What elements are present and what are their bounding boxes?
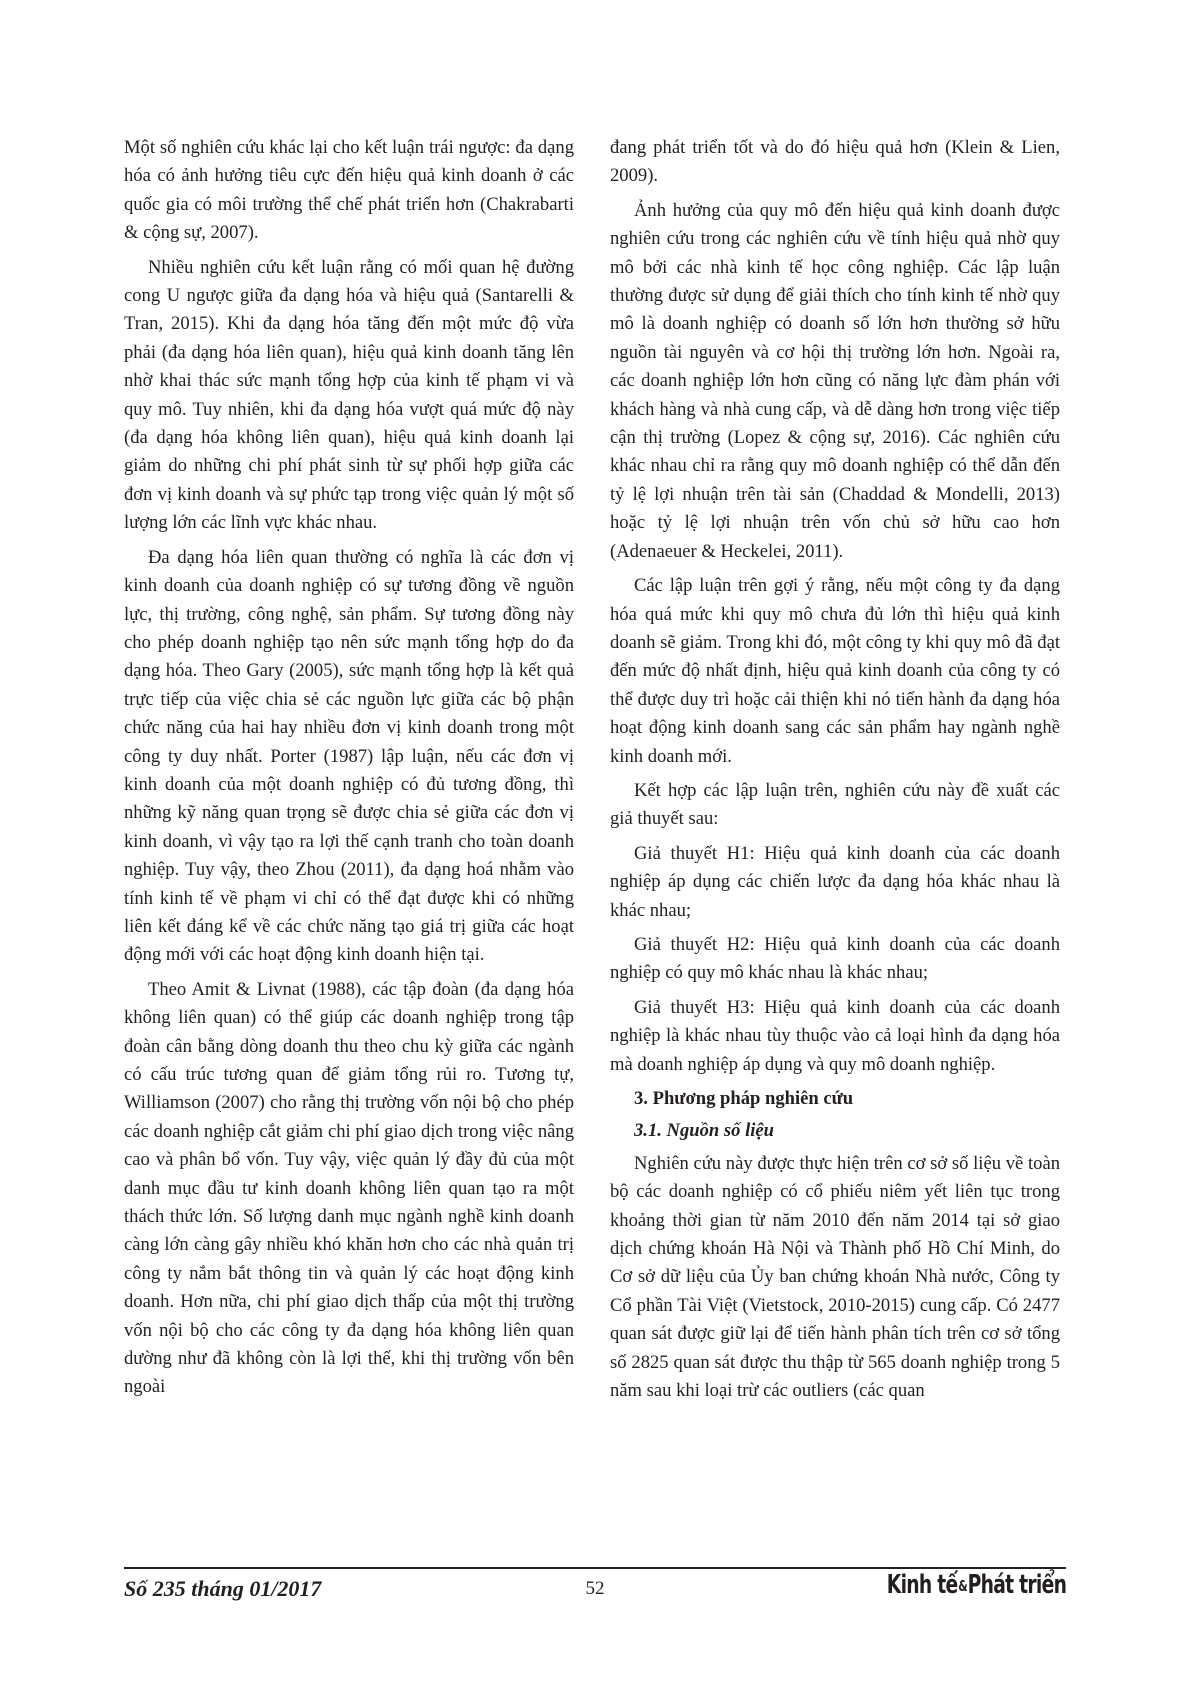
left-column <box>124 134 574 1408</box>
paragraph: Nghiên cứu này được thực hiện trên cơ sở số liệu về toàn bộ các doanh nghiệp có cổ phiếu niêm yết liên tục trong khoảng thời gian từ năm 2010 đến năm 2014 tại sở giao dịch chứng khoán Hà Nội và Thành phố Hồ Chí Minh, do Cơ sở dữ liệu của Ủy ban chứng khoán Nhà nước, Công ty Cổ phần Tài Việt (Vietstock, 2010-2015) cung cấp. Có 2477 quan sát được giữ lại để tiến hành phân tích trên cơ sở tổng số 2825 quan sát được thu thập từ 565 doanh nghiệp trong 5 năm sau khi loại trừ các outliers (các quan <box>610 1152 1060 1402</box>
hypothesis-paragraph: Giả thuyết H1: Hiệu quả kinh doanh của các doanh nghiệp áp dụng các chiến lược đa dạng hóa khác nhau là khác nhau; <box>610 842 1060 921</box>
paragraph: Theo Amit & Livnat (1988), các tập đoàn (đa dạng hóa không liên quan) có thể giúp các doanh nghiệp trong tập đoàn cân bằng dòng doanh thu theo chu kỳ giữa các ngành có cấu trúc tương quan để giảm tổng rủi ro. Tương tự, Williamson (2007) cho rằng thị trường vốn nội bộ cho phép các doanh nghiệp cắt giảm chi phí giao dịch trong việc nâng cao và phân bổ vốn. Tuy vậy, việc quản lý đầy đủ của một danh mục đầu tư kinh doanh không liên quan tạo ra một thách thức lớn. Số lượng danh mục ngành nghề kinh doanh càng lớn càng gây nhiều khó khăn hơn cho các nhà quản trị công ty nắm bắt thông tin và quản lý các hoạt động kinh doanh. Hơn nữa, chi phí giao dịch thấp của một thị trường vốn nội bộ cho các công ty đa dạng hóa không liên quan dường như đã không còn là lợi thế, khi thị trường vốn bên ngoài <box>124 978 574 1398</box>
paragraph: Đa dạng hóa liên quan thường có nghĩa là các đơn vị kinh doanh của doanh nghiệp có sự tương đồng về nguồn lực, thị trường, công nghệ, sản phẩm. Sự tương đồng này cho phép doanh nghiệp tạo nên sức mạnh tổng hợp do đa dạng hóa. Theo Gary (2005), sức mạnh tổng hợp là kết quả trực tiếp của việc chia sẻ các nguồn lực giữa các bộ phận chức năng của hai hay nhiều đơn vị kinh doanh trong một công ty duy nhất. Porter (1987) lập luận, nếu các đơn vị kinh doanh của một doanh nghiệp có đủ tương đồng, thì những kỹ năng quan trọng sẽ được chia sẻ giữa các đơn vị kinh doanh, vì vậy tạo ra lợi thế cạnh tranh cho toàn doanh nghiệp. Tuy vậy, theo Zhou (2011), đa dạng hoá nhằm vào tính kinh tế về phạm vi chỉ có thể đạt được khi có những liên kết đáng kể về các chức năng tạo giá trị giữa các hoạt động mới với các hoạt động kinh doanh hiện tại. <box>124 546 574 966</box>
paragraph: Một số nghiên cứu khác lại cho kết luận trái ngược: đa dạng hóa có ảnh hưởng tiêu cực đến hiệu quả kinh doanh ở các quốc gia có môi trường thể chế phát triển hơn (Chakrabarti & cộng sự, 2007). <box>124 137 574 244</box>
issue-label: Số 235 tháng 01/2017 <box>124 1576 322 1601</box>
journal-logo-part2: Phát triển <box>967 1570 1066 1600</box>
paragraph: Kết hợp các lập luận trên, nghiên cứu này đề xuất các giả thuyết sau: <box>610 779 1060 830</box>
hypothesis-paragraph: Giả thuyết H2: Hiệu quả kinh doanh của các doanh nghiệp có quy mô khác nhau là khác nhau; <box>610 933 1060 984</box>
subsection-heading: 3.1. Nguồn số liệu <box>634 1120 774 1142</box>
paragraph: Nhiều nghiên cứu kết luận rằng có mối quan hệ đường cong U ngược giữa đa dạng hóa và hiệu quả (Santarelli & Tran, 2015). Khi đa dạng hóa tăng đến một mức độ vừa phải (đa dạng hóa liên quan), hiệu quả kinh doanh tăng lên nhờ khai thác sức mạnh tổng hợp của kinh tế phạm vi và quy mô. Tuy nhiên, khi đa dạng hóa vượt quá mức độ này (đa dạng hóa không liên quan), hiệu quả kinh doanh lại giảm do những chi phí phát sinh từ sự phối hợp giữa các đơn vị kinh doanh và sự phức tạp trong việc quản lý một số lượng lớn các lĩnh vực khác nhau. <box>124 256 574 534</box>
footer-divider <box>124 1567 1066 1569</box>
paragraph: Các lập luận trên gợi ý rằng, nếu một công ty đa dạng hóa quá mức khi quy mô chưa đủ lớn thì hiệu quả kinh doanh sẽ giảm. Trong khi đó, một công ty khi quy mô đã đạt đến mức độ nhất định, hiệu quả kinh doanh của công ty có thể được duy trì hoặc cải thiện khi nó tiến hành đa dạng hóa hoạt động kinh doanh sang các sản phẩm hay ngành nghề kinh doanh mới. <box>610 575 1060 767</box>
page-number: 52 <box>585 1578 605 1599</box>
paragraph: đang phát triển tốt và do đó hiệu quả hơn (Klein & Lien, 2009). <box>610 137 1060 187</box>
hypothesis-paragraph: Giả thuyết H3: Hiệu quả kinh doanh của các doanh nghiệp là khác nhau tùy thuộc vào cả loại hình đa dạng hóa mà doanh nghiệp áp dụng và quy mô doanh nghiệp. <box>610 996 1060 1075</box>
journal-logo <box>887 1570 1066 1600</box>
journal-logo-part1: Kinh tế <box>886 1570 958 1600</box>
section-heading: 3. Phương pháp nghiên cứu <box>634 1088 854 1109</box>
right-column <box>610 134 1060 1411</box>
journal-logo-ampersand: & <box>958 1577 967 1595</box>
paragraph: Ảnh hưởng của quy mô đến hiệu quả kinh doanh được nghiên cứu trong các nghiên cứu về tính hiệu quả nhờ quy mô bởi các nhà kinh tế học công nghiệp. Các lập luận thường được sử dụng để giải thích cho tính kinh tế nhờ quy mô là doanh nghiệp có doanh số lớn hơn thường sở hữu nguồn tài nguyên và cơ hội thị trường lớn hơn. Ngoài ra, các doanh nghiệp lớn hơn cũng có năng lực đàm phán với khách hàng và nhà cung cấp, và dễ dàng hơn trong việc tiếp cận thị trường (Lopez & cộng sự, 2016). Các nghiên cứu khác nhau chỉ ra rằng quy mô doanh nghiệp có thể dẫn đến tỷ lệ lợi nhuận trên tài sản (Chaddad & Mondelli, 2013) hoặc tỷ lệ lợi nhuận trên vốn chủ sở hữu cao hơn (Adenaeuer & Heckelei, 2011). <box>610 199 1060 562</box>
